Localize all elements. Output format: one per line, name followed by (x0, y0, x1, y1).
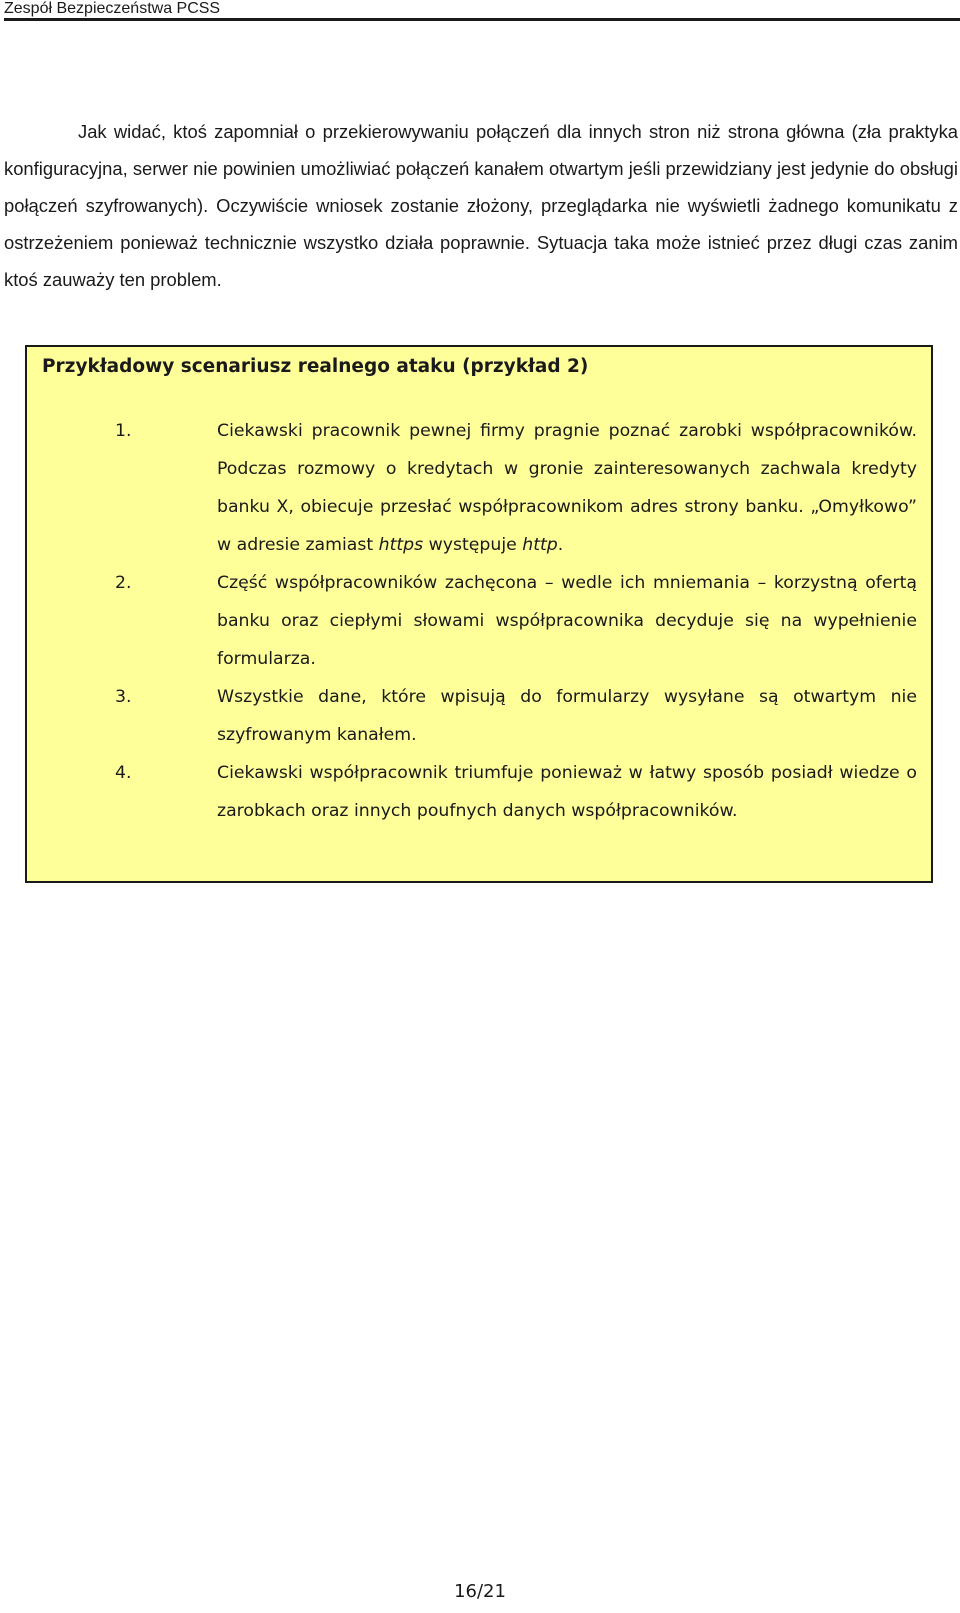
scenario-step (27, 412, 931, 564)
step-text: Ciekawski współpracownik triumfuje ponieważ w łatwy sposób posiadł wiedze o zarobkach oraz innych poufnych danych współpracowników. (217, 763, 917, 821)
running-header (4, 0, 960, 21)
step-text-part: występuje (423, 535, 523, 555)
step-number: 3. (115, 687, 132, 707)
step-text-part: Ciekawski pracownik pewnej firmy pragnie poznać zarobki współpracowników. Podczas rozmowy o kredytach w gronie zainteresowanych zachwala kredyty banku X, obiecuje przesłać współpracownikom adres strony banku. „Omyłkowo” w adresie zamiast (217, 421, 917, 555)
step-text (217, 412, 917, 564)
step-text: Wszystkie dane, które wpisują do formularzy wysyłane są otwartym nie szyfrowanym kanałem. (217, 687, 917, 745)
step-number: 1. (115, 421, 132, 441)
box-title: Przykładowy scenariusz realnego ataku (przykład 2) (42, 356, 589, 377)
intro-paragraph: Jak widać, ktoś zapomniał o przekierowywaniu połączeń dla innych stron niż strona główna (zła praktyka konfiguracyjna, serwer nie powinien umożliwiać połączeń kanałem otwartym jeśli przewidziany jest jedynie do obsługi połączeń szyfrowanych). Oczywiście wniosek zostanie złożony, przeglądarka nie wyświetli żadnego komunikatu z ostrzeżeniem ponieważ technicznie wszystko działa poprawnie. Sytuacja taka może istnieć przez długi czas zanim ktoś zauważy ten problem. (4, 121, 958, 290)
header-title: Zespół Bezpieczeństwa PCSS (4, 0, 221, 17)
example-scenario-box (25, 345, 933, 883)
italic-term: http (522, 535, 558, 555)
scenario-step (27, 754, 931, 830)
scenario-steps (27, 412, 931, 830)
step-text-part: . (557, 535, 564, 555)
scenario-step (27, 564, 931, 678)
step-text: Część współpracowników zachęcona – wedle ich mniemania – korzystną ofertą banku oraz ciepłymi słowami współpracownika decyduje się na wypełnienie formularza. (217, 573, 917, 669)
step-number: 2. (115, 573, 132, 593)
italic-term: https (378, 535, 424, 555)
page-number: 16/21 (454, 1581, 506, 1602)
scenario-step (27, 678, 931, 754)
step-number: 4. (115, 763, 132, 783)
